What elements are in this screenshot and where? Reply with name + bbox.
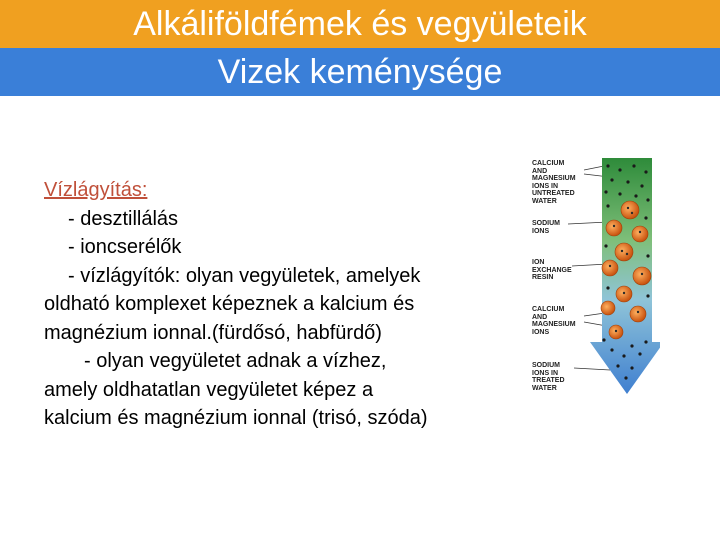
diagram-label-sodium: SODIUM IONS (532, 220, 560, 235)
diagram-label-untreated: CALCIUM AND MAGNESIUM IONS IN UNTREATED WATER (532, 160, 576, 205)
text-line: - desztillálás (68, 207, 179, 230)
subtitle-bar (0, 48, 720, 96)
diagram-label-removed: CALCIUM AND MAGNESIUM IONS (532, 306, 576, 336)
text-line: magnézium ionnal.(fürdősó, habfürdő) (44, 321, 382, 344)
diagram-label-treated: SODIUM IONS IN TREATED WATER (532, 362, 565, 392)
text-line: amely oldhatatlan vegyületet képez a (44, 378, 374, 401)
section-heading: Vízlágyítás: (44, 179, 148, 201)
page-title: Alkáliföldfémek és vegyületeik (133, 5, 587, 43)
text-line: - vízlágyítók: olyan vegyületek, amelyek (68, 264, 421, 287)
ion-exchange-diagram (528, 156, 660, 400)
content-text (44, 176, 514, 433)
text-line: kalcium és magnézium ionnal (trisó, szóda) (44, 407, 428, 429)
diagram-label-resin: ION EXCHANGE RESIN (532, 259, 572, 281)
page-subtitle: Vizek keménysége (217, 53, 503, 91)
title-bar (0, 0, 720, 48)
text-line: - olyan vegyületet adnak a vízhez, (84, 350, 387, 372)
text-line: oldható komplexet képeznek a kalcium és (44, 293, 415, 315)
text-line: - ioncserélők (68, 236, 182, 258)
exchange-arrow-graphic (528, 156, 660, 400)
